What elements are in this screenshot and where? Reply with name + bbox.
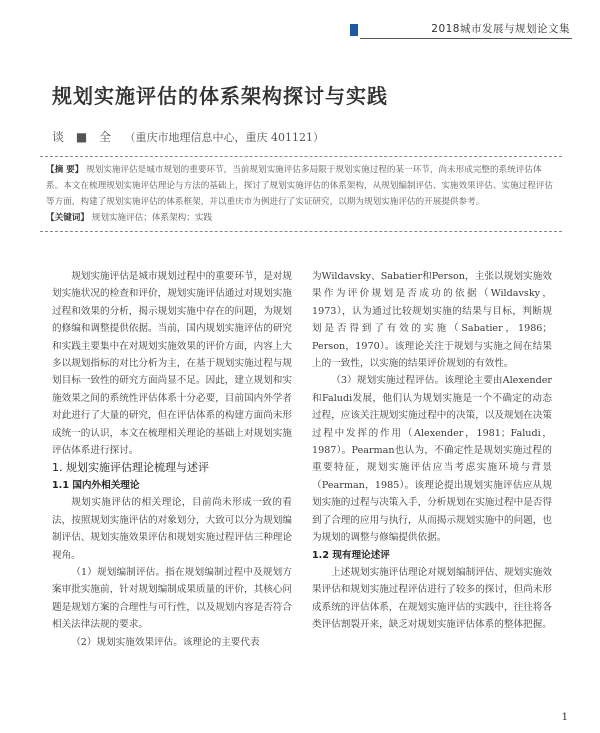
body-paragraph: 为Wildavsky、Sabatier和Person，主张以规划实施效果作为评价规划是否成功的依据（Wildavsky，1973），认为通过比较规划实施的结果与目标，判断规划是否得到了有效的实施（Sabatier，1986；Person，1970）。该理论关注于规划与实施之间在结果上的一致性，以实施的结果评价规划的有效性。 [312, 271, 552, 370]
keywords-text: 规划实施评估；体系架构；实践 [91, 213, 213, 223]
abstract-paragraph [46, 162, 556, 210]
paper-title: 规划实施评估的体系架构探讨与实践 [52, 84, 388, 108]
abstract-label: 【摘 要】 [46, 165, 84, 175]
left-column [52, 268, 292, 651]
body-paragraph: 规划实施评估的相关理论，目前尚未形成一致的看法，按照规划实施评估的对象划分，大致可以分为规划编制评估、规划实施效果评估和规划实施过程评估三种理论视角。 [52, 497, 292, 561]
body-paragraph: 规划实施评估是城市规划过程中的重要环节，是对规划实施状况的检查和评价，规划实施评估通过对规划实施过程和效果的分析，揭示规划实施中存在的问题，为规划的修编和调整提供依据。当前，国内规划实施评估的研究和实践主要集中在对规划实施效果的评价方面，内容上大多以规划指标的对比分析为主，在基于规划实施过程与规划目标一致性的研究方面尚显不足。因此，建立规划和实施效果之间的系统性评估体系十分必要，目前国内外学者对此进行了大量的研究，但在评估体系的构建方面尚未形成统一的认识，本文在梳理相关理论的基础上对规划实施评估体系进行探讨。 [52, 271, 292, 457]
body-paragraph: （2）规划实施效果评估。该理论的主要代表 [71, 636, 260, 648]
author-line [52, 128, 324, 145]
subsection-heading: 1.2 现有理论述评 [312, 549, 390, 561]
series-title: 2018城市发展与规划论文集 [431, 23, 570, 35]
header-accent-bar [350, 24, 358, 36]
author-name: 谈 ■ 全 [52, 130, 115, 144]
body-paragraph: （3）规划实施过程评估。该理论主要由Alexender和Faludi发展，他们认为规划实施是一个不确定的动态过程，应该关注规划实施过程中的决策，以及规划在决策过程中发挥的作用（Alexender，1981；Faludi，1987）。Pearman也认为，不确定性是规划实施过程的重要特征，规划实施评估应当考虑实施环境与背景（Pearman，1985）。该理论提出规划实施评估应从规划实施的过程与决策入手，分析规划在实施过程中是否得到了合理的应用与执行，从而揭示规划实施中的问题，也为规划的调整与修编提供依据。 [312, 375, 552, 544]
right-column [312, 268, 552, 634]
keywords-line [46, 210, 556, 226]
abstract-text: 规划实施评估是城市规划的重要环节，当前规划实施评估多局限于规划实施过程的某一环节，尚未形成完整的系统评估体系。本文在梳理规划实施评估理论与方法的基础上，探讨了规划实施评估的体系架构，从规划编制评估、实施效果评估、实施过程评估等方面，构建了规划实施评估的体系框架，并以重庆市为例进行了实证研究，以期为规划实施评估的开展提供参考。 [46, 165, 554, 207]
subsection-heading: 1.1 国内外相关理论 [52, 479, 140, 491]
section-heading: 1. 规划实施评估理论梳理与述评 [52, 461, 209, 475]
page-number: 1 [561, 712, 568, 723]
keywords-label: 【关键词】 [46, 213, 89, 223]
body-paragraph: 上述规划实施评估理论对规划编制评估、规划实施效果评估和规划实施过程评估进行了较多的探讨，但尚未形成系统的评估体系，在规划实施评估的实践中，往往将各类评估割裂开来，缺乏对规划实施评估体系的整体把握。 [312, 566, 552, 631]
author-affiliation: （重庆市地理信息中心，重庆 401121） [124, 131, 324, 144]
body-paragraph: （1）规划编制评估。指在规划编制过程中及规划方案审批实施前，针对规划编制成果质量的评价，其核心问题是规划方案的合理性与可行性，以及规划内容是否符合相关法律法规的要求。 [52, 566, 292, 631]
header-rule [360, 38, 572, 39]
abstract-box [40, 156, 562, 232]
